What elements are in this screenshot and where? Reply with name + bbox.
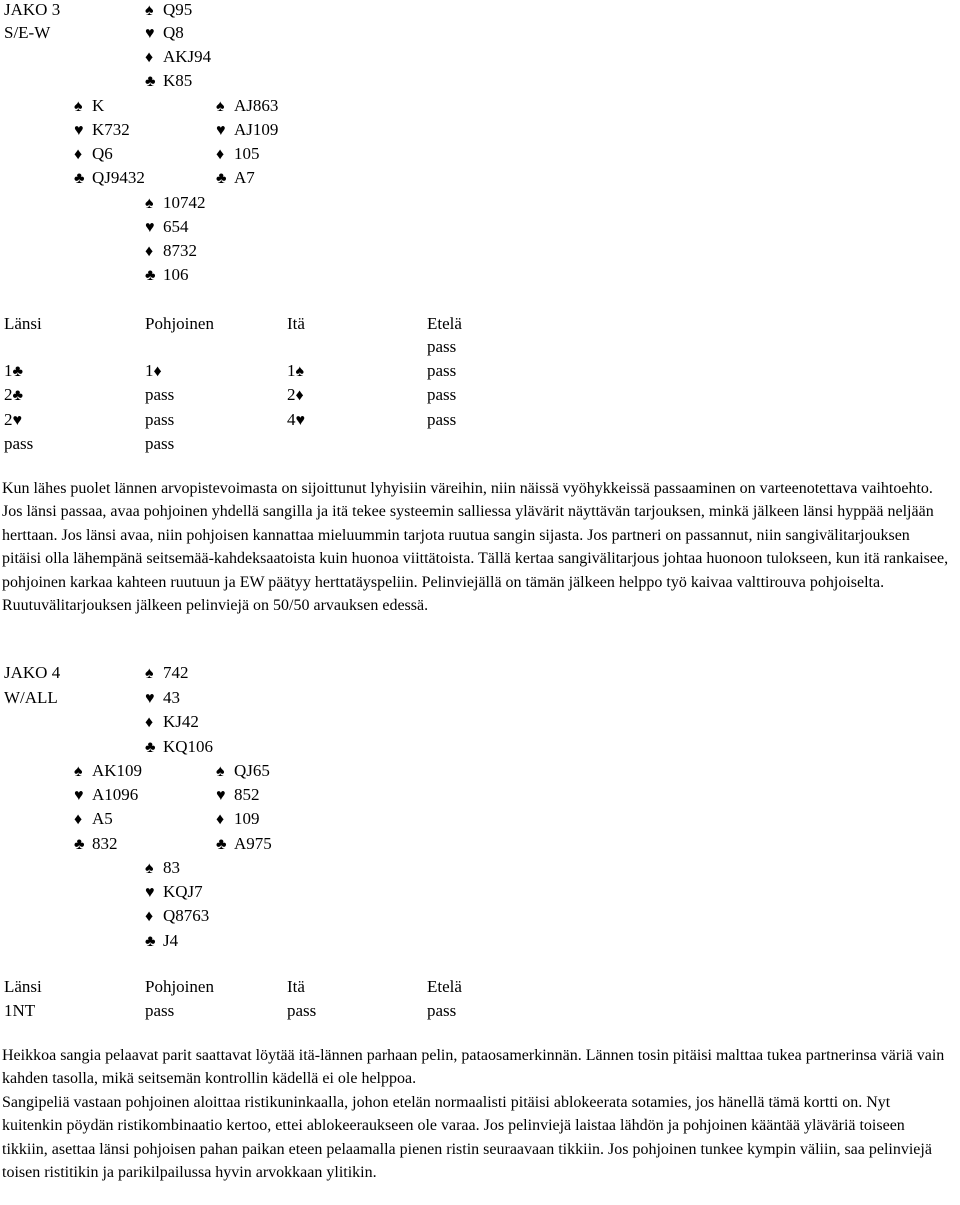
deal3-header-east: Itä (287, 314, 305, 333)
diamond-icon: ♦ (74, 811, 83, 828)
deal4-south-clubs: ♣ J4 (145, 931, 179, 950)
deal3-south-clubs: ♣ 106 (145, 265, 189, 284)
deal4-bid-r0-north: pass (145, 1001, 175, 1020)
heart-icon: ♥ (216, 122, 226, 139)
deal3-bid-r1-north: 1♦ (145, 361, 172, 382)
deal3-header-west: Länsi (4, 314, 42, 333)
heart-icon: ♥ (145, 884, 155, 901)
heart-icon: ♥ (74, 787, 84, 804)
heart-icon: ♥ (12, 412, 22, 429)
club-icon: ♣ (216, 170, 227, 187)
deal4-south-hearts: ♥ KQJ7 (145, 882, 203, 901)
diamond-icon: ♦ (145, 714, 154, 731)
deal3-south-hearts: ♥ 654 (145, 217, 189, 236)
deal4-north-hearts: ♥ 43 (145, 688, 180, 707)
club-icon: ♣ (216, 836, 227, 853)
club-icon: ♣ (145, 933, 156, 950)
deal3-west-hearts: ♥ K732 (74, 120, 130, 139)
deal4-west-spades: ♠ AK109 (74, 761, 143, 780)
club-icon: ♣ (12, 363, 23, 380)
deal4-commentary-text-2: Sangipeliä vastaan pohjoinen aloittaa ristikuninkaalla, johon etelän normaalisti pitäisi ablokeerata sotamies, jos hänellä tämä kortti on. Nyt kuitenkin pöydän ristikombinaatio kertoo, ettei ablokeeraukseen ole varaa. Jos pelinviejä laistaa lähdön ja pohjoinen kääntää yläväriä toiseen tikkiin, asettaa länsi pohjoisen pahan paikan eteen pelaamalla pienen ristin seuraavaan tikkiin. Jos pohjoinen tunkee kympin väliin, saa pelinviejä toisen ristitikin ja parikilpailussa hyvin arvokkaan ylitikin. (2, 1093, 932, 1182)
spade-icon: ♠ (145, 195, 154, 212)
deal3-east-diamonds: ♦ 105 (216, 144, 260, 163)
deal3-north-clubs: ♣ K85 (145, 71, 193, 90)
deal4-bid-r0-south: pass (427, 1001, 457, 1020)
club-icon: ♣ (145, 267, 156, 284)
deal4-east-clubs: ♣ A975 (216, 834, 272, 853)
deal3-west-clubs: ♣ QJ9432 (74, 168, 145, 187)
deal3-bid-r0-south: pass (427, 337, 457, 356)
deal4-south-spades: ♠ 83 (145, 858, 180, 877)
club-icon: ♣ (145, 739, 156, 756)
deal3-bid-r1-west: 1♣ (4, 361, 31, 382)
diamond-icon: ♦ (216, 811, 225, 828)
deal4-header-west: Länsi (4, 977, 42, 996)
heart-icon: ♥ (295, 412, 305, 429)
deal4-east-hearts: ♥ 852 (216, 785, 260, 804)
deal4-header-south: Etelä (427, 977, 462, 996)
diamond-icon: ♦ (145, 243, 154, 260)
deal4-header-north: Pohjoinen (145, 977, 214, 996)
deal3-east-hearts: ♥ AJ109 (216, 120, 279, 139)
club-icon: ♣ (74, 170, 85, 187)
deal3-south-spades: ♠ 10742 (145, 193, 206, 212)
deal3-bid-r3-east: 4♥ (287, 410, 314, 431)
deal3-west-diamonds: ♦ Q6 (74, 144, 113, 163)
spade-icon: ♠ (145, 2, 154, 19)
deal4-west-hearts: ♥ A1096 (74, 785, 139, 804)
deal3-bid-r2-north: pass (145, 385, 175, 404)
diamond-icon: ♦ (153, 363, 162, 380)
deal3-south-diamonds: ♦ 8732 (145, 241, 197, 260)
spade-icon: ♠ (74, 98, 83, 115)
heart-icon: ♥ (74, 122, 84, 139)
deal3-north-spades: ♠ Q95 (145, 0, 193, 19)
spade-icon: ♠ (74, 763, 83, 780)
deal3-bid-r1-south: pass (427, 361, 457, 380)
deal4-commentary (2, 1044, 952, 1184)
deal4-bid-r0-west: 1NT (4, 1001, 36, 1020)
deal3-bid-r2-east: 2♦ (287, 385, 314, 406)
deal3-bid-r4-north: pass (145, 434, 175, 453)
deal4-north-clubs: ♣ KQ106 (145, 737, 214, 756)
deal3-header-north: Pohjoinen (145, 314, 214, 333)
deal3-east-clubs: ♣ A7 (216, 168, 255, 187)
deal4-dealer: W/ALL (4, 688, 58, 707)
heart-icon: ♥ (216, 787, 226, 804)
deal3-west-spades: ♠ K (74, 96, 105, 115)
deal3-bid-r3-north: pass (145, 410, 175, 429)
spade-icon: ♠ (216, 763, 225, 780)
diamond-icon: ♦ (216, 146, 225, 163)
deal4-header-east: Itä (287, 977, 305, 996)
spade-icon: ♠ (295, 363, 304, 380)
club-icon: ♣ (74, 836, 85, 853)
heart-icon: ♥ (145, 690, 155, 707)
diamond-icon: ♦ (295, 387, 304, 404)
heart-icon: ♥ (145, 219, 155, 236)
spade-icon: ♠ (145, 665, 154, 682)
deal3-dealer: S/E-W (4, 23, 51, 42)
deal4-bid-r0-east: pass (287, 1001, 317, 1020)
spade-icon: ♠ (145, 860, 154, 877)
deal3-header-south: Etelä (427, 314, 462, 333)
deal3-title: JAKO 3 (4, 0, 61, 19)
spade-icon: ♠ (216, 98, 225, 115)
deal3-north-hearts: ♥ Q8 (145, 23, 184, 42)
deal3-bid-r2-west: 2♣ (4, 385, 31, 406)
deal3-bid-r2-south: pass (427, 385, 457, 404)
deal3-commentary (2, 477, 952, 617)
deal3-bid-r1-east: 1♠ (287, 361, 314, 382)
club-icon: ♣ (12, 387, 23, 404)
deal3-east-spades: ♠ AJ863 (216, 96, 279, 115)
deal3-commentary-text: Kun lähes puolet lännen arvopistevoimasta on sijoittunut lyhyisiin väreihin, niin näissä vyöhykkeissä passaaminen on varteenotettava vaihtoehto. Jos länsi passaa, avaa pohjoinen yhdellä sangilla ja itä tekee systeemin salliessa ylävärit näyttävän tarjouksen, minkä jälkeen länsi hyppää neljään herttaan. Jos länsi avaa, niin pohjoisen kannattaa mieluummin tarjota ruutua sangin sijasta. Jos partneri on passannut, niin sangivälitarjouksen pitäisi olla lähempänä seitsemää-kahdeksaatoista kuin huonoa viittätoista. Tällä kertaa sangivälitarjous johtaa huonoon tulokseen, kun itä rankaisee, pohjoinen karkaa kahteen ruutuun ja EW päätyy herttatäyspeliin. Pelinviejällä on tämän jälkeen helppo työ kaivaa valttirouva pohjoiselta. Ruutuvälitarjouksen jälkeen pelinviejä on 50/50 arvauksen edessä. (2, 480, 949, 615)
deal4-north-spades: ♠ 742 (145, 663, 189, 682)
club-icon: ♣ (145, 73, 156, 90)
diamond-icon: ♦ (145, 908, 154, 925)
deal4-east-spades: ♠ QJ65 (216, 761, 270, 780)
deal4-title: JAKO 4 (4, 663, 61, 682)
deal4-commentary-text-1: Heikkoa sangia pelaavat parit saattavat löytää itä-lännen parhaan pelin, pataosamerkinnän. Lännen tosin pitäisi malttaa tukea partnerinsa väriä vain kahden tasolla, mikä seitsemän kontrollin kädellä ei ole helppoa. (2, 1047, 945, 1088)
diamond-icon: ♦ (145, 49, 154, 66)
deal4-west-clubs: ♣ 832 (74, 834, 118, 853)
deal3-bid-r3-south: pass (427, 410, 457, 429)
deal4-north-diamonds: ♦ KJ42 (145, 712, 199, 731)
diamond-icon: ♦ (74, 146, 83, 163)
deal3-bid-r4-west: pass (4, 434, 34, 453)
deal3-north-diamonds: ♦ AKJ94 (145, 47, 212, 66)
deal4-east-diamonds: ♦ 109 (216, 809, 260, 828)
deal4-west-diamonds: ♦ A5 (74, 809, 113, 828)
heart-icon: ♥ (145, 25, 155, 42)
deal3-bid-r3-west: 2♥ (4, 410, 31, 431)
deal4-south-diamonds: ♦ Q8763 (145, 906, 210, 925)
